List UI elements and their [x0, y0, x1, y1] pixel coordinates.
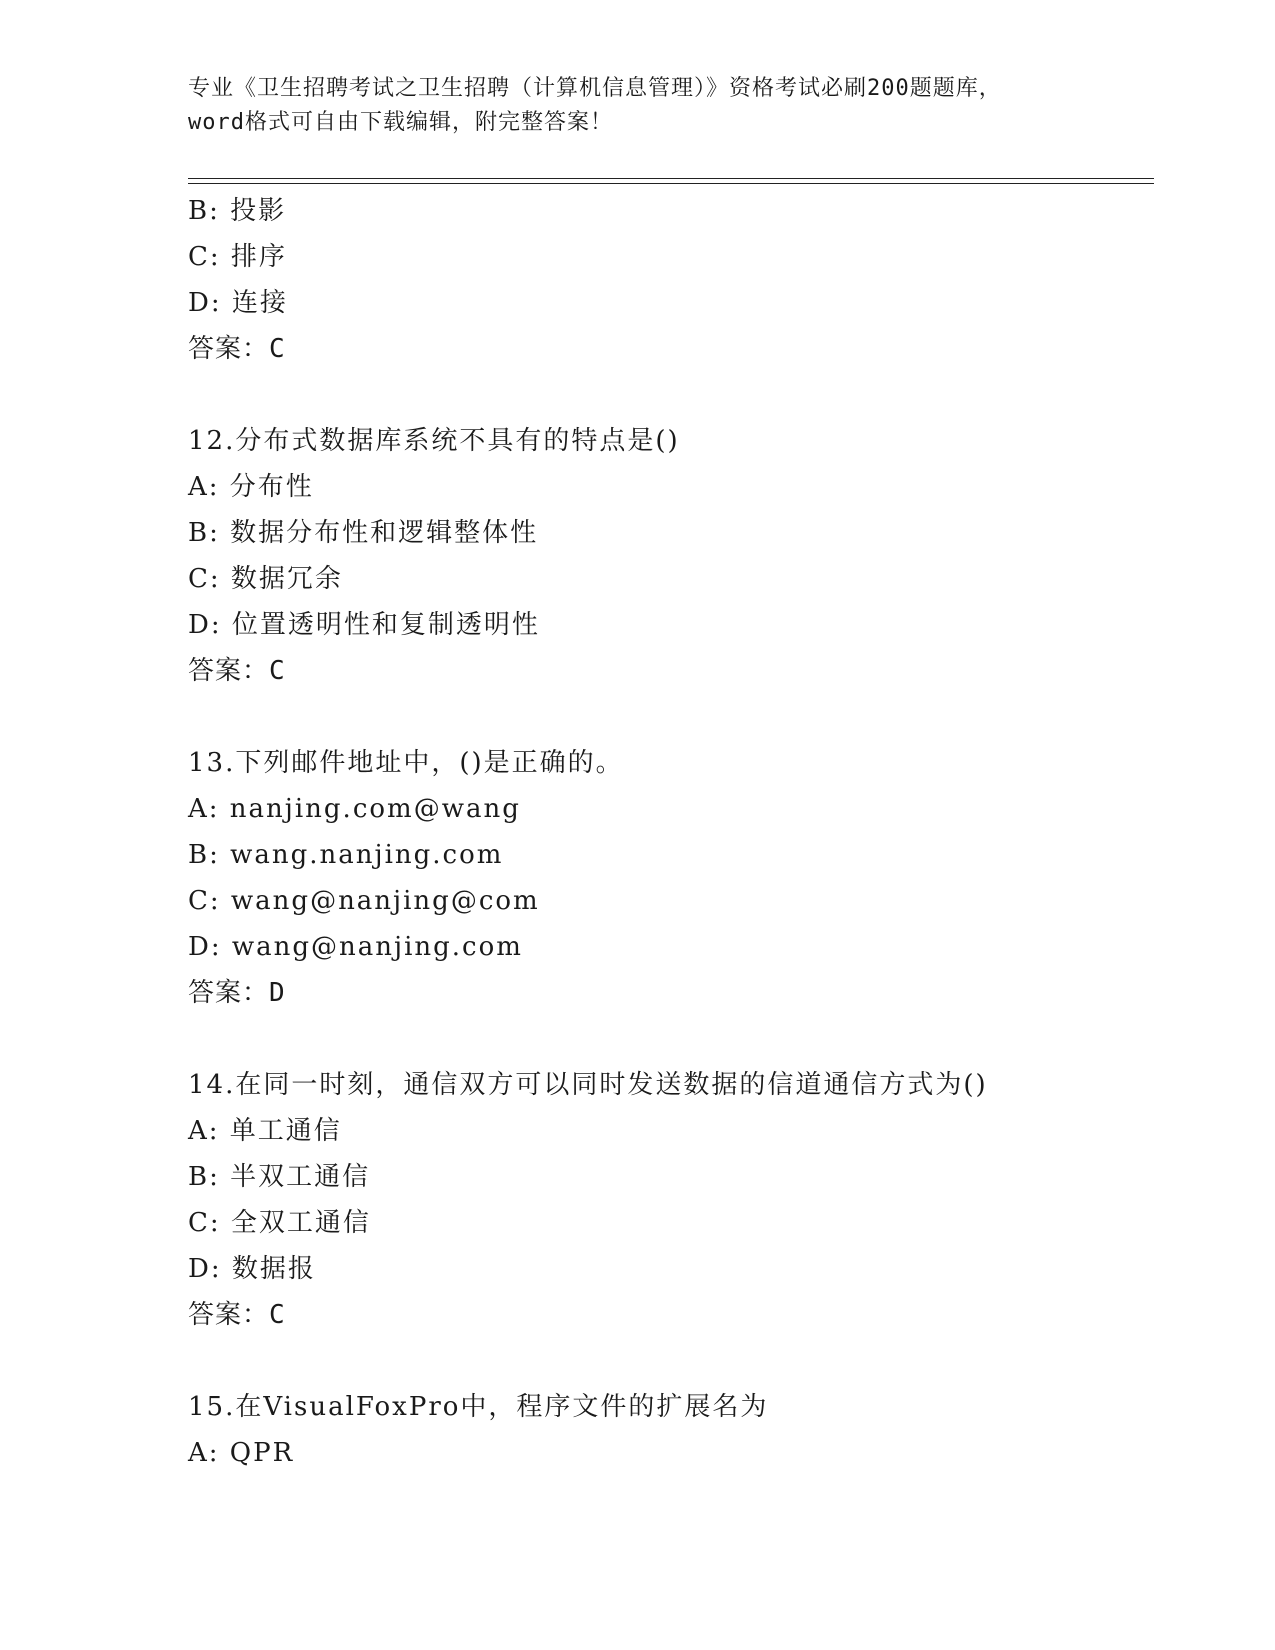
question-15-block — [188, 1384, 1154, 1476]
question-13-text: 13.下列邮件地址中，()是正确的。 — [188, 748, 624, 778]
question-13-option-a: A: nanjing.com@wang — [188, 794, 521, 824]
question-14-text: 14.在同一时刻，通信双方可以同时发送数据的信道通信方式为() — [188, 1070, 988, 1100]
question-11-option-b: B: 投影 — [188, 196, 287, 226]
question-11-option-c: C: 排序 — [188, 242, 287, 272]
question-14-answer: 答案：C — [188, 1300, 286, 1330]
question-list — [188, 188, 1154, 1476]
spacer — [188, 372, 1154, 418]
question-14-option-c: C: 全双工通信 — [188, 1208, 371, 1238]
question-12-text: 12.分布式数据库系统不具有的特点是() — [188, 426, 680, 456]
document-header — [188, 72, 1088, 140]
question-15-option-a: A: QPR — [188, 1438, 295, 1468]
header-divider-bottom — [188, 183, 1154, 184]
header-title-line-1: 专业《卫生招聘考试之卫生招聘（计算机信息管理）》资格考试必刷200题题库， — [188, 76, 1002, 101]
question-12-option-b: B: 数据分布性和逻辑整体性 — [188, 518, 539, 548]
question-12-option-d: D: 位置透明性和复制透明性 — [188, 610, 540, 640]
question-13-option-b: B: wang.nanjing.com — [188, 840, 504, 870]
header-divider-top — [188, 178, 1154, 179]
question-13-option-c: C: wang@nanjing@com — [188, 886, 540, 916]
question-12-block — [188, 418, 1154, 694]
header-title-line-2: word格式可自由下载编辑，附完整答案！ — [188, 110, 613, 135]
question-13-option-d: D: wang@nanjing.com — [188, 932, 523, 962]
question-15-text: 15.在VisualFoxPro中，程序文件的扩展名为 — [188, 1392, 769, 1422]
question-11-option-d: D: 连接 — [188, 288, 288, 318]
question-12-option-c: C: 数据冗余 — [188, 564, 343, 594]
question-11-answer: 答案：C — [188, 334, 286, 364]
question-14-option-d: D: 数据报 — [188, 1254, 316, 1284]
question-14-option-b: B: 半双工通信 — [188, 1162, 371, 1192]
question-12-option-a: A: 分布性 — [188, 472, 314, 502]
spacer — [188, 1338, 1154, 1384]
question-14-block — [188, 1062, 1154, 1338]
spacer — [188, 1016, 1154, 1062]
spacer — [188, 694, 1154, 740]
question-13-block — [188, 740, 1154, 1016]
question-12-answer: 答案：C — [188, 656, 286, 686]
question-14-option-a: A: 单工通信 — [188, 1116, 342, 1146]
question-11-block — [188, 188, 1154, 372]
question-13-answer: 答案：D — [188, 978, 286, 1008]
